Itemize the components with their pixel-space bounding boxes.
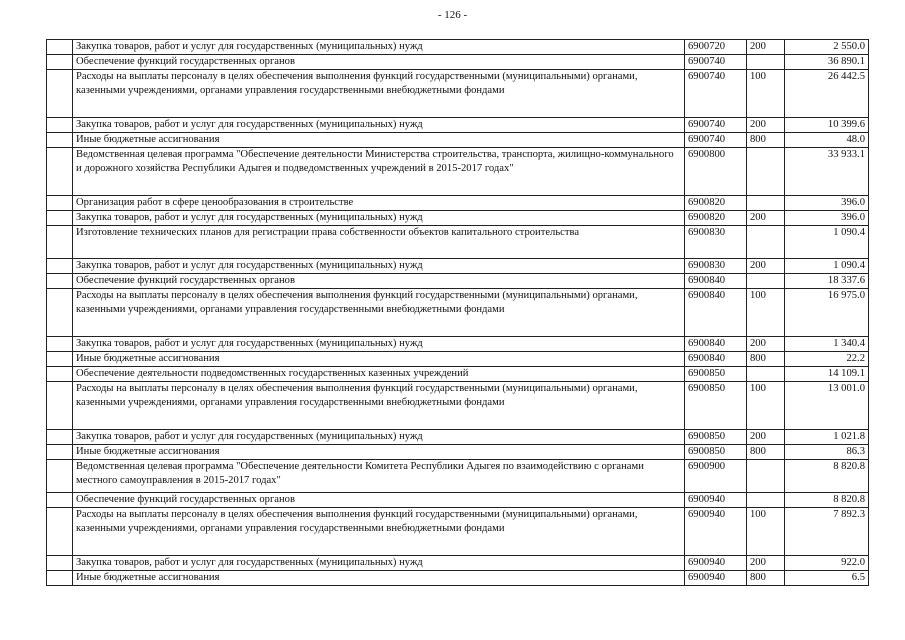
empty-cell <box>47 367 73 382</box>
row-code: 6900850 <box>685 430 747 445</box>
table-row <box>47 508 869 556</box>
row-expense-type: 100 <box>747 70 785 118</box>
table-row <box>47 382 869 430</box>
table-row <box>47 460 869 493</box>
row-amount: 48.0 <box>785 133 869 148</box>
row-amount: 8 820.8 <box>785 493 869 508</box>
row-amount: 33 933.1 <box>785 148 869 196</box>
empty-cell <box>47 289 73 337</box>
row-code: 6900740 <box>685 133 747 148</box>
table-row <box>47 571 869 586</box>
row-name: Иные бюджетные ассигнования <box>73 445 685 460</box>
row-name: Закупка товаров, работ и услуг для государственных (муниципальных) нужд <box>73 337 685 352</box>
table-row <box>47 493 869 508</box>
row-code: 6900940 <box>685 508 747 556</box>
row-amount: 396.0 <box>785 211 869 226</box>
empty-cell <box>47 274 73 289</box>
row-expense-type: 200 <box>747 259 785 274</box>
empty-cell <box>47 259 73 274</box>
row-expense-type: 200 <box>747 40 785 55</box>
row-name: Обеспечение функций государственных органов <box>73 493 685 508</box>
row-name: Иные бюджетные ассигнования <box>73 133 685 148</box>
row-expense-type: 200 <box>747 118 785 133</box>
row-amount: 396.0 <box>785 196 869 211</box>
row-expense-type: 100 <box>747 289 785 337</box>
table-row <box>47 148 869 196</box>
row-name: Расходы на выплаты персоналу в целях обеспечения выполнения функций государственными (муниципальными) органами, казенными учреждениями, органами управления государственными внебюджетными фондами <box>73 289 685 337</box>
empty-cell <box>47 40 73 55</box>
row-expense-type: 200 <box>747 556 785 571</box>
row-code: 6900740 <box>685 118 747 133</box>
row-expense-type: 200 <box>747 337 785 352</box>
empty-cell <box>47 445 73 460</box>
row-amount: 8 820.8 <box>785 460 869 493</box>
row-name: Ведомственная целевая программа "Обеспечение деятельности Министерства строительства, транспорта, жилищно-коммунального и дорожного хозяйства Республики Адыгея и подведомственных учреждений в 2015-2017 годах" <box>73 148 685 196</box>
table-row <box>47 430 869 445</box>
table-row <box>47 556 869 571</box>
row-name: Иные бюджетные ассигнования <box>73 352 685 367</box>
row-name: Изготовление технических планов для регистрации права собственности объектов капитального строительства <box>73 226 685 259</box>
table-row <box>47 367 869 382</box>
row-name: Обеспечение деятельности подведомственных государственных казенных учреждений <box>73 367 685 382</box>
row-code: 6900940 <box>685 571 747 586</box>
row-code: 6900830 <box>685 259 747 274</box>
row-amount: 6.5 <box>785 571 869 586</box>
row-amount: 7 892.3 <box>785 508 869 556</box>
table-row <box>47 211 869 226</box>
table-row <box>47 352 869 367</box>
empty-cell <box>47 352 73 367</box>
row-amount: 22.2 <box>785 352 869 367</box>
row-expense-type: 800 <box>747 352 785 367</box>
empty-cell <box>47 133 73 148</box>
row-code: 6900740 <box>685 70 747 118</box>
row-code: 6900800 <box>685 148 747 196</box>
row-amount: 26 442.5 <box>785 70 869 118</box>
empty-cell <box>47 460 73 493</box>
row-amount: 13 001.0 <box>785 382 869 430</box>
table-row <box>47 196 869 211</box>
row-name: Закупка товаров, работ и услуг для государственных (муниципальных) нужд <box>73 118 685 133</box>
row-name: Обеспечение функций государственных органов <box>73 274 685 289</box>
row-name: Закупка товаров, работ и услуг для государственных (муниципальных) нужд <box>73 259 685 274</box>
row-code: 6900840 <box>685 352 747 367</box>
row-name: Ведомственная целевая программа "Обеспечение деятельности Комитета Республики Адыгея по взаимодействию с органами местного самоуправления в 2015-2017 годах" <box>73 460 685 493</box>
row-code: 6900820 <box>685 211 747 226</box>
row-amount: 1 090.4 <box>785 226 869 259</box>
row-amount: 36 890.1 <box>785 55 869 70</box>
row-code: 6900850 <box>685 382 747 430</box>
row-code: 6900850 <box>685 445 747 460</box>
row-expense-type <box>747 226 785 259</box>
page-number: - 126 - <box>437 9 468 21</box>
budget-table <box>46 39 869 586</box>
table-row <box>47 40 869 55</box>
table-row <box>47 55 869 70</box>
table-row <box>47 289 869 337</box>
row-expense-type: 200 <box>747 430 785 445</box>
row-expense-type <box>747 55 785 70</box>
row-expense-type <box>747 274 785 289</box>
row-code: 6900840 <box>685 274 747 289</box>
row-amount: 86.3 <box>785 445 869 460</box>
empty-cell <box>47 571 73 586</box>
empty-cell <box>47 556 73 571</box>
row-expense-type: 100 <box>747 508 785 556</box>
row-expense-type <box>747 367 785 382</box>
table-row <box>47 133 869 148</box>
table-row <box>47 445 869 460</box>
row-amount: 16 975.0 <box>785 289 869 337</box>
empty-cell <box>47 70 73 118</box>
empty-cell <box>47 196 73 211</box>
row-name: Закупка товаров, работ и услуг для государственных (муниципальных) нужд <box>73 430 685 445</box>
table-row <box>47 337 869 352</box>
table-row <box>47 70 869 118</box>
row-code: 6900840 <box>685 289 747 337</box>
row-expense-type: 800 <box>747 133 785 148</box>
empty-cell <box>47 430 73 445</box>
row-expense-type <box>747 460 785 493</box>
empty-cell <box>47 118 73 133</box>
empty-cell <box>47 226 73 259</box>
empty-cell <box>47 508 73 556</box>
table-row <box>47 118 869 133</box>
row-amount: 922.0 <box>785 556 869 571</box>
row-amount: 18 337.6 <box>785 274 869 289</box>
row-amount: 1 021.8 <box>785 430 869 445</box>
row-code: 6900830 <box>685 226 747 259</box>
empty-cell <box>47 493 73 508</box>
row-code: 6900850 <box>685 367 747 382</box>
row-expense-type <box>747 493 785 508</box>
row-code: 6900840 <box>685 337 747 352</box>
row-expense-type <box>747 148 785 196</box>
row-code: 6900740 <box>685 55 747 70</box>
row-amount: 1 340.4 <box>785 337 869 352</box>
empty-cell <box>47 337 73 352</box>
row-amount: 14 109.1 <box>785 367 869 382</box>
row-amount: 10 399.6 <box>785 118 869 133</box>
row-expense-type: 200 <box>747 211 785 226</box>
row-name: Закупка товаров, работ и услуг для государственных (муниципальных) нужд <box>73 556 685 571</box>
row-code: 6900720 <box>685 40 747 55</box>
row-expense-type: 800 <box>747 445 785 460</box>
row-name: Закупка товаров, работ и услуг для государственных (муниципальных) нужд <box>73 211 685 226</box>
row-code: 6900820 <box>685 196 747 211</box>
row-expense-type: 800 <box>747 571 785 586</box>
row-name: Иные бюджетные ассигнования <box>73 571 685 586</box>
row-name: Обеспечение функций государственных органов <box>73 55 685 70</box>
row-code: 6900900 <box>685 460 747 493</box>
row-expense-type: 100 <box>747 382 785 430</box>
empty-cell <box>47 211 73 226</box>
empty-cell <box>47 55 73 70</box>
row-expense-type <box>747 196 785 211</box>
row-name: Расходы на выплаты персоналу в целях обеспечения выполнения функций государственными (муниципальными) органами, казенными учреждениями, органами управления государственными внебюджетными фондами <box>73 382 685 430</box>
row-amount: 2 550.0 <box>785 40 869 55</box>
row-name: Расходы на выплаты персоналу в целях обеспечения выполнения функций государственными (муниципальными) органами, казенными учреждениями, органами управления государственными внебюджетными фондами <box>73 508 685 556</box>
empty-cell <box>47 382 73 430</box>
table-row <box>47 259 869 274</box>
budget-table-body <box>47 40 869 586</box>
table-row <box>47 274 869 289</box>
row-name: Организация работ в сфере ценообразования в строительстве <box>73 196 685 211</box>
row-code: 6900940 <box>685 556 747 571</box>
row-name: Расходы на выплаты персоналу в целях обеспечения выполнения функций государственными (муниципальными) органами, казенными учреждениями, органами управления государственными внебюджетными фондами <box>73 70 685 118</box>
row-name: Закупка товаров, работ и услуг для государственных (муниципальных) нужд <box>73 40 685 55</box>
row-amount: 1 090.4 <box>785 259 869 274</box>
row-code: 6900940 <box>685 493 747 508</box>
empty-cell <box>47 148 73 196</box>
table-row <box>47 226 869 259</box>
